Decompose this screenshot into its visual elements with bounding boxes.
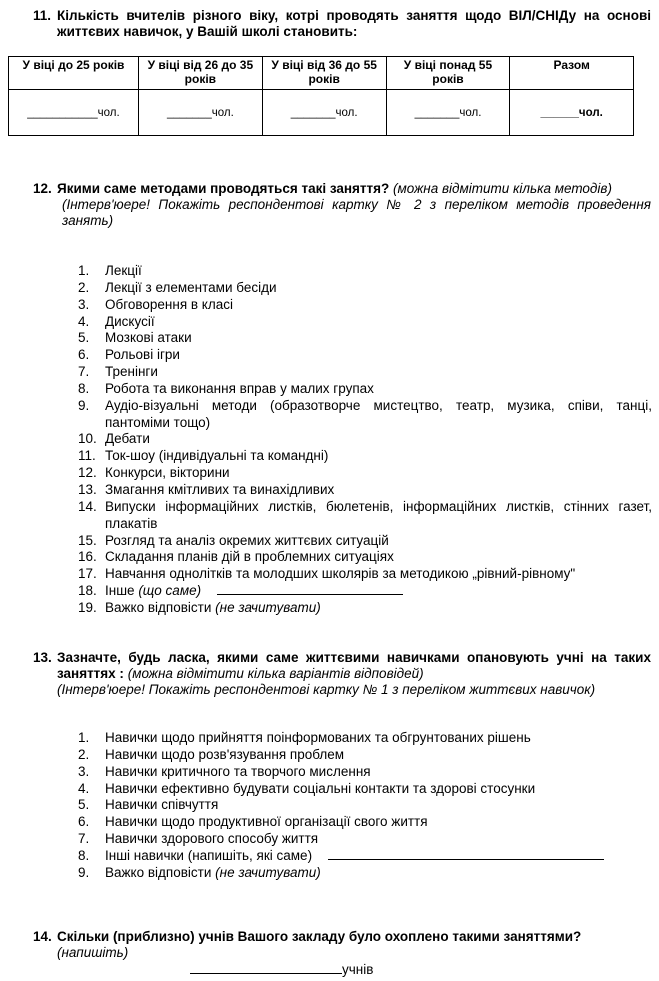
item-number: 4. bbox=[78, 313, 90, 329]
item-number: 4. bbox=[78, 780, 90, 796]
interviewer-instruction: (Інтерв'юере! Покажіть респондентові картку № 2 з переліком методів проведення занять) bbox=[62, 197, 651, 228]
answer-cell[interactable]: _______чол. bbox=[262, 90, 386, 136]
item-number: 5. bbox=[78, 797, 90, 813]
question-note: (напишіть) bbox=[57, 945, 129, 960]
item-label: Змагання кмітливих та винахідливих bbox=[105, 481, 335, 497]
table-header-cell: Разом bbox=[510, 57, 634, 90]
item-number: 13. bbox=[78, 481, 97, 497]
list-item[interactable] bbox=[78, 764, 652, 781]
list-item[interactable] bbox=[78, 482, 652, 499]
question-number: 14. bbox=[33, 929, 52, 944]
list-item[interactable] bbox=[78, 814, 652, 831]
answer-blank[interactable] bbox=[190, 962, 342, 974]
item-label: Дискусії bbox=[105, 313, 155, 329]
other-answer-blank[interactable] bbox=[328, 848, 604, 860]
item-note: (не зачитувати) bbox=[215, 864, 321, 880]
question-number: 13. bbox=[33, 650, 52, 665]
item-number: 6. bbox=[78, 814, 90, 830]
item-label: Обговорення в класі bbox=[105, 296, 233, 312]
answer-suffix: учнів bbox=[342, 962, 374, 977]
item-number: 8. bbox=[78, 380, 90, 396]
question-11 bbox=[0, 8, 659, 119]
list-item[interactable] bbox=[78, 297, 652, 314]
list-item[interactable] bbox=[78, 533, 652, 550]
list-item[interactable] bbox=[78, 747, 652, 764]
item-label: Складання планів дій в проблемних ситуаціях bbox=[105, 549, 394, 565]
item-number: 17. bbox=[78, 566, 97, 582]
list-item-other[interactable] bbox=[78, 848, 652, 865]
item-label: Навички ефективно будувати соціальні контакти та здорові стосунки bbox=[105, 780, 536, 796]
list-item[interactable] bbox=[78, 314, 652, 331]
item-number: 10. bbox=[78, 431, 97, 447]
item-number: 15. bbox=[78, 532, 97, 548]
item-number: 19. bbox=[78, 599, 97, 615]
list-item-other[interactable] bbox=[78, 583, 652, 600]
item-label: Інші навички (напишіть, які саме) bbox=[105, 847, 313, 863]
item-number: 12. bbox=[78, 465, 97, 481]
item-number: 7. bbox=[78, 364, 90, 380]
question-number: 11. bbox=[33, 8, 52, 23]
item-label: Лекції з елементами бесіди bbox=[105, 279, 277, 295]
item-label: Навички щодо продуктивної організації свого життя bbox=[105, 814, 428, 830]
question-text: Зазначте, будь ласка, якими саме життєвими навичками опановують учні на таких заняттях : bbox=[57, 650, 651, 681]
item-label: Робота та виконання вправ у малих групах bbox=[105, 380, 374, 396]
item-label: Лекції bbox=[105, 263, 142, 278]
list-item[interactable] bbox=[78, 549, 652, 566]
list-item[interactable] bbox=[78, 566, 652, 583]
item-label: Інше bbox=[105, 583, 135, 599]
list-item[interactable] bbox=[78, 398, 652, 432]
question-number: 12. bbox=[33, 181, 52, 196]
item-number: 1. bbox=[78, 263, 90, 278]
table-header-cell: У віці до 25 років bbox=[9, 57, 139, 90]
table-header-cell: У віці від 26 до 35 років bbox=[138, 57, 262, 90]
question-13 bbox=[0, 650, 659, 880]
interviewer-instruction: (Інтерв'юере! Покажіть респондентові картку № 1 з переліком життєвих навичок) bbox=[57, 682, 596, 697]
item-number: 9. bbox=[78, 864, 90, 880]
question-text: Якими саме методами проводяться такі заняття? bbox=[57, 181, 390, 196]
item-label: Важко відповісти bbox=[105, 864, 212, 880]
question-text: Кількість вчителів різного віку, котрі проводять заняття щодо ВІЛ/СНІДу на основі життєвих навичок, у Вашій школі становить: bbox=[57, 8, 651, 39]
item-label: Мозкові атаки bbox=[105, 330, 192, 346]
list-item[interactable] bbox=[78, 347, 652, 364]
list-item[interactable] bbox=[78, 730, 652, 747]
list-item[interactable] bbox=[78, 364, 652, 381]
method-options-list bbox=[78, 263, 652, 617]
item-number: 8. bbox=[78, 847, 90, 863]
item-label: Ток-шоу (індивідуальні та командні) bbox=[105, 448, 329, 464]
item-label: Навчання однолітків та молодших школярів за методикою „рівний-рівному" bbox=[105, 566, 576, 582]
question-note: (можна відмітити кілька варіантів відповідей) bbox=[127, 666, 424, 681]
list-item[interactable] bbox=[78, 781, 652, 798]
item-label: Навички критичного та творчого мислення bbox=[105, 763, 371, 779]
list-item-hard-to-answer[interactable] bbox=[78, 865, 652, 882]
item-number: 3. bbox=[78, 763, 90, 779]
item-label: Важко відповісти bbox=[105, 599, 212, 615]
list-item[interactable] bbox=[78, 448, 652, 465]
item-number: 9. bbox=[78, 397, 90, 413]
item-number: 3. bbox=[78, 296, 90, 312]
table-header-cell: У віці від 36 до 55 років bbox=[262, 57, 386, 90]
item-number: 2. bbox=[78, 279, 90, 295]
item-number: 2. bbox=[78, 746, 90, 762]
question-note: (можна відмітити кілька методів) bbox=[393, 181, 612, 196]
item-label: Розгляд та аналіз окремих життєвих ситуацій bbox=[105, 532, 389, 548]
list-item[interactable] bbox=[78, 280, 652, 297]
teacher-age-table bbox=[8, 56, 634, 136]
answer-cell[interactable]: ______чол. bbox=[510, 90, 634, 136]
list-item[interactable] bbox=[78, 263, 652, 280]
item-label: Рольові ігри bbox=[105, 347, 180, 363]
answer-cell[interactable]: _______чол. bbox=[138, 90, 262, 136]
item-number: 6. bbox=[78, 347, 90, 363]
list-item[interactable] bbox=[78, 381, 652, 398]
answer-cell[interactable]: ___________чол. bbox=[9, 90, 139, 136]
item-label: Навички щодо розв'язування проблем bbox=[105, 746, 345, 762]
item-label: Навички здорового способу життя bbox=[105, 831, 319, 847]
question-14 bbox=[0, 929, 659, 977]
other-answer-blank[interactable] bbox=[217, 583, 403, 595]
list-item-hard-to-answer[interactable] bbox=[78, 600, 652, 617]
list-item[interactable] bbox=[78, 499, 652, 533]
item-number: 14. bbox=[78, 498, 97, 514]
question-text: Скільки (приблизно) учнів Вашого закладу було охоплено такими заняттями? bbox=[57, 929, 582, 944]
item-number: 18. bbox=[78, 583, 97, 599]
list-item[interactable] bbox=[78, 797, 652, 814]
item-number: 1. bbox=[78, 730, 90, 745]
list-item[interactable] bbox=[78, 431, 652, 448]
item-number: 11. bbox=[78, 448, 96, 464]
item-number: 5. bbox=[78, 330, 90, 346]
item-label: Аудіо-візуальні методи (образотворче мистецтво, театр, музика, співи, танці, пантоміми тощо) bbox=[105, 397, 652, 430]
item-label: Випуски інформаційних листків, бюлетенів, інформаційних листків, стінних газет, плакатів bbox=[105, 498, 652, 531]
list-item[interactable] bbox=[78, 330, 652, 347]
item-label: Навички співчуття bbox=[105, 797, 219, 813]
skill-options-list bbox=[78, 730, 652, 882]
answer-cell[interactable]: _______чол. bbox=[386, 90, 510, 136]
item-label: Конкурси, вікторини bbox=[105, 465, 230, 481]
answer-line bbox=[190, 962, 373, 978]
item-label: Тренінги bbox=[105, 364, 158, 380]
table-header-cell: У віці понад 55 років bbox=[386, 57, 510, 90]
question-12 bbox=[0, 181, 659, 615]
list-item[interactable] bbox=[78, 465, 652, 482]
item-note: (що саме) bbox=[138, 583, 202, 599]
item-label: Навички щодо прийняття поінформованих та обгрунтованих рішень bbox=[105, 730, 531, 745]
item-number: 16. bbox=[78, 549, 97, 565]
item-note: (не зачитувати) bbox=[215, 599, 321, 615]
item-label: Дебати bbox=[105, 431, 150, 447]
item-number: 7. bbox=[78, 831, 90, 847]
list-item[interactable] bbox=[78, 831, 652, 848]
